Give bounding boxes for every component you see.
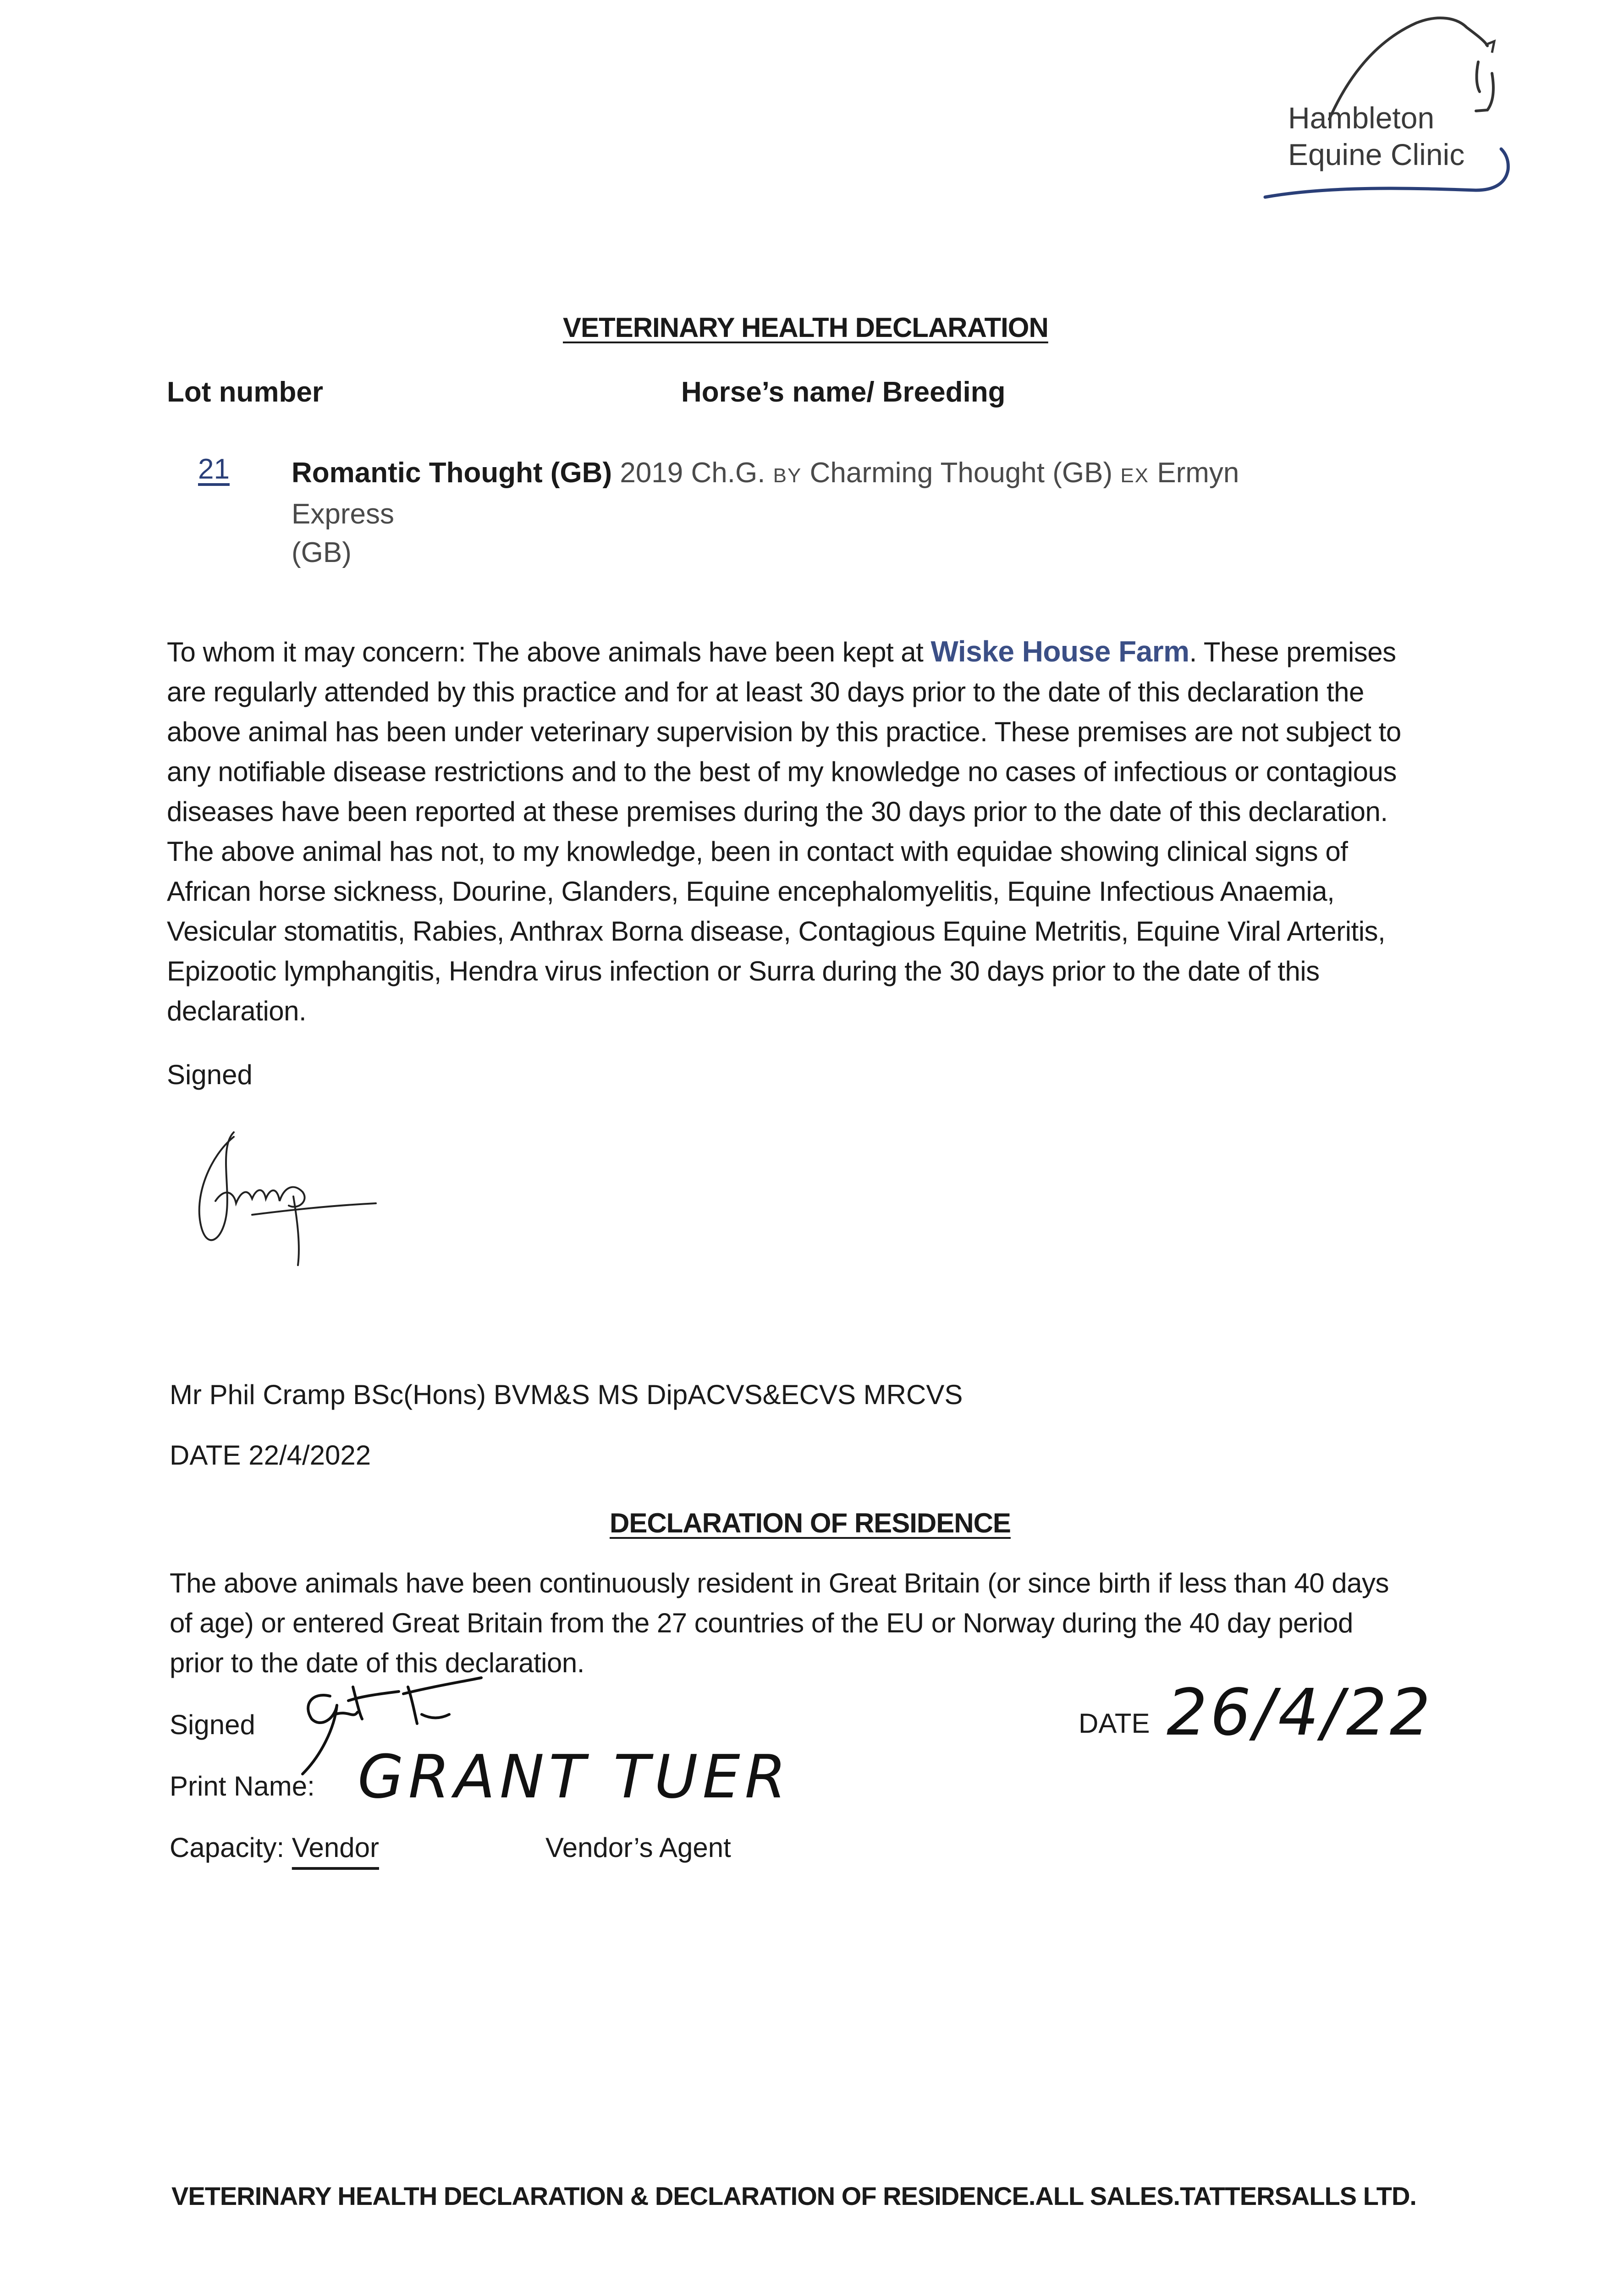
sire-name: Charming Thought (GB) bbox=[809, 457, 1113, 489]
horse-name-heading: Horse’s name/ Breeding bbox=[681, 376, 1006, 408]
logo-line2: Equine Clinic bbox=[1288, 138, 1465, 171]
vet-declaration-title: VETERINARY HEALTH DECLARATION bbox=[563, 312, 1048, 343]
horse-name: Romantic Thought (GB) bbox=[292, 457, 612, 489]
lot-number-heading: Lot number bbox=[167, 376, 323, 408]
capacity-label: Capacity: bbox=[170, 1832, 285, 1863]
logo-line1: Hambleton bbox=[1288, 101, 1435, 135]
residence-paragraph: The above animals have been continuously resident in Great Britain (or since birth if less than 40 days of age) or entered Great Britain from the 27 countries of the EU or Norway during the 40 day period prior to the date of this declaration. bbox=[170, 1568, 1389, 1678]
vendor-date-handwritten: 26/4/22 bbox=[1167, 1675, 1433, 1750]
capacity-vendors-agent: Vendor’s Agent bbox=[545, 1832, 731, 1863]
lot-number-value: 21 bbox=[198, 453, 230, 485]
print-name-label: Print Name: bbox=[170, 1771, 315, 1802]
dam-name: Ermyn Express bbox=[292, 457, 1239, 530]
clinic-logo bbox=[1238, 9, 1558, 211]
para-after-farm: . These premises are regularly attended by this practice and for at least 30 days prior to the date of this declaration the above animal has been under veterinary supervision by this practice. These premises are not subject to any notifiable disease restrictions and to the best of my knowledge no cases of infectious or contagious diseases have been reported at these premises during the 30 days prior to the date of this declaration. The above animal has not, to my knowledge, been in contact with equidae showing clinical signs of African horse sickness, Dourine, Glanders, Equine encephalomyelitis, Equine Infectious Anaemia, Vesicular stomatitis, Rabies, Anthrax Borna disease, Contagious Equine Metritis, Equine Viral Arteritis, Epizootic lymphangitis, Hendra virus infection or Surra during the 30 days prior to the date of this declaration. bbox=[167, 637, 1401, 1026]
by-label: BY bbox=[773, 464, 802, 487]
footer-text: VETERINARY HEALTH DECLARATION & DECLARATION OF RESIDENCE.ALL SALES.TATTERSALLS LTD. bbox=[171, 2182, 1416, 2210]
horse-head-logo-icon bbox=[1238, 9, 1558, 211]
dam-suffix: (GB) bbox=[292, 537, 352, 568]
para-before-farm: To whom it may concern: The above animals have been kept at bbox=[167, 637, 924, 667]
ex-label: EX bbox=[1120, 464, 1150, 487]
vet-declaration-paragraph bbox=[167, 632, 1423, 1031]
vet-signature bbox=[183, 1118, 394, 1274]
vet-name: Mr Phil Cramp BSc(Hons) BVM&S MS DipACVS&ECVS MRCVS bbox=[170, 1379, 963, 1410]
residence-declaration-title: DECLARATION OF RESIDENCE bbox=[610, 1508, 1011, 1538]
vendor-date-label: DATE bbox=[1079, 1708, 1150, 1739]
print-name-handwritten: GRANT TUER bbox=[358, 1742, 791, 1812]
horse-breeding-line bbox=[292, 454, 1346, 572]
horse-year: 2019 Ch.G. bbox=[620, 457, 765, 489]
vet-signed-label: Signed bbox=[167, 1059, 253, 1090]
capacity-vendor: Vendor bbox=[292, 1832, 379, 1863]
capacity-row bbox=[170, 1832, 379, 1863]
farm-name: Wiske House Farm bbox=[930, 635, 1189, 668]
vendor-signed-label: Signed bbox=[170, 1709, 255, 1740]
vet-date: DATE 22/4/2022 bbox=[170, 1440, 371, 1471]
